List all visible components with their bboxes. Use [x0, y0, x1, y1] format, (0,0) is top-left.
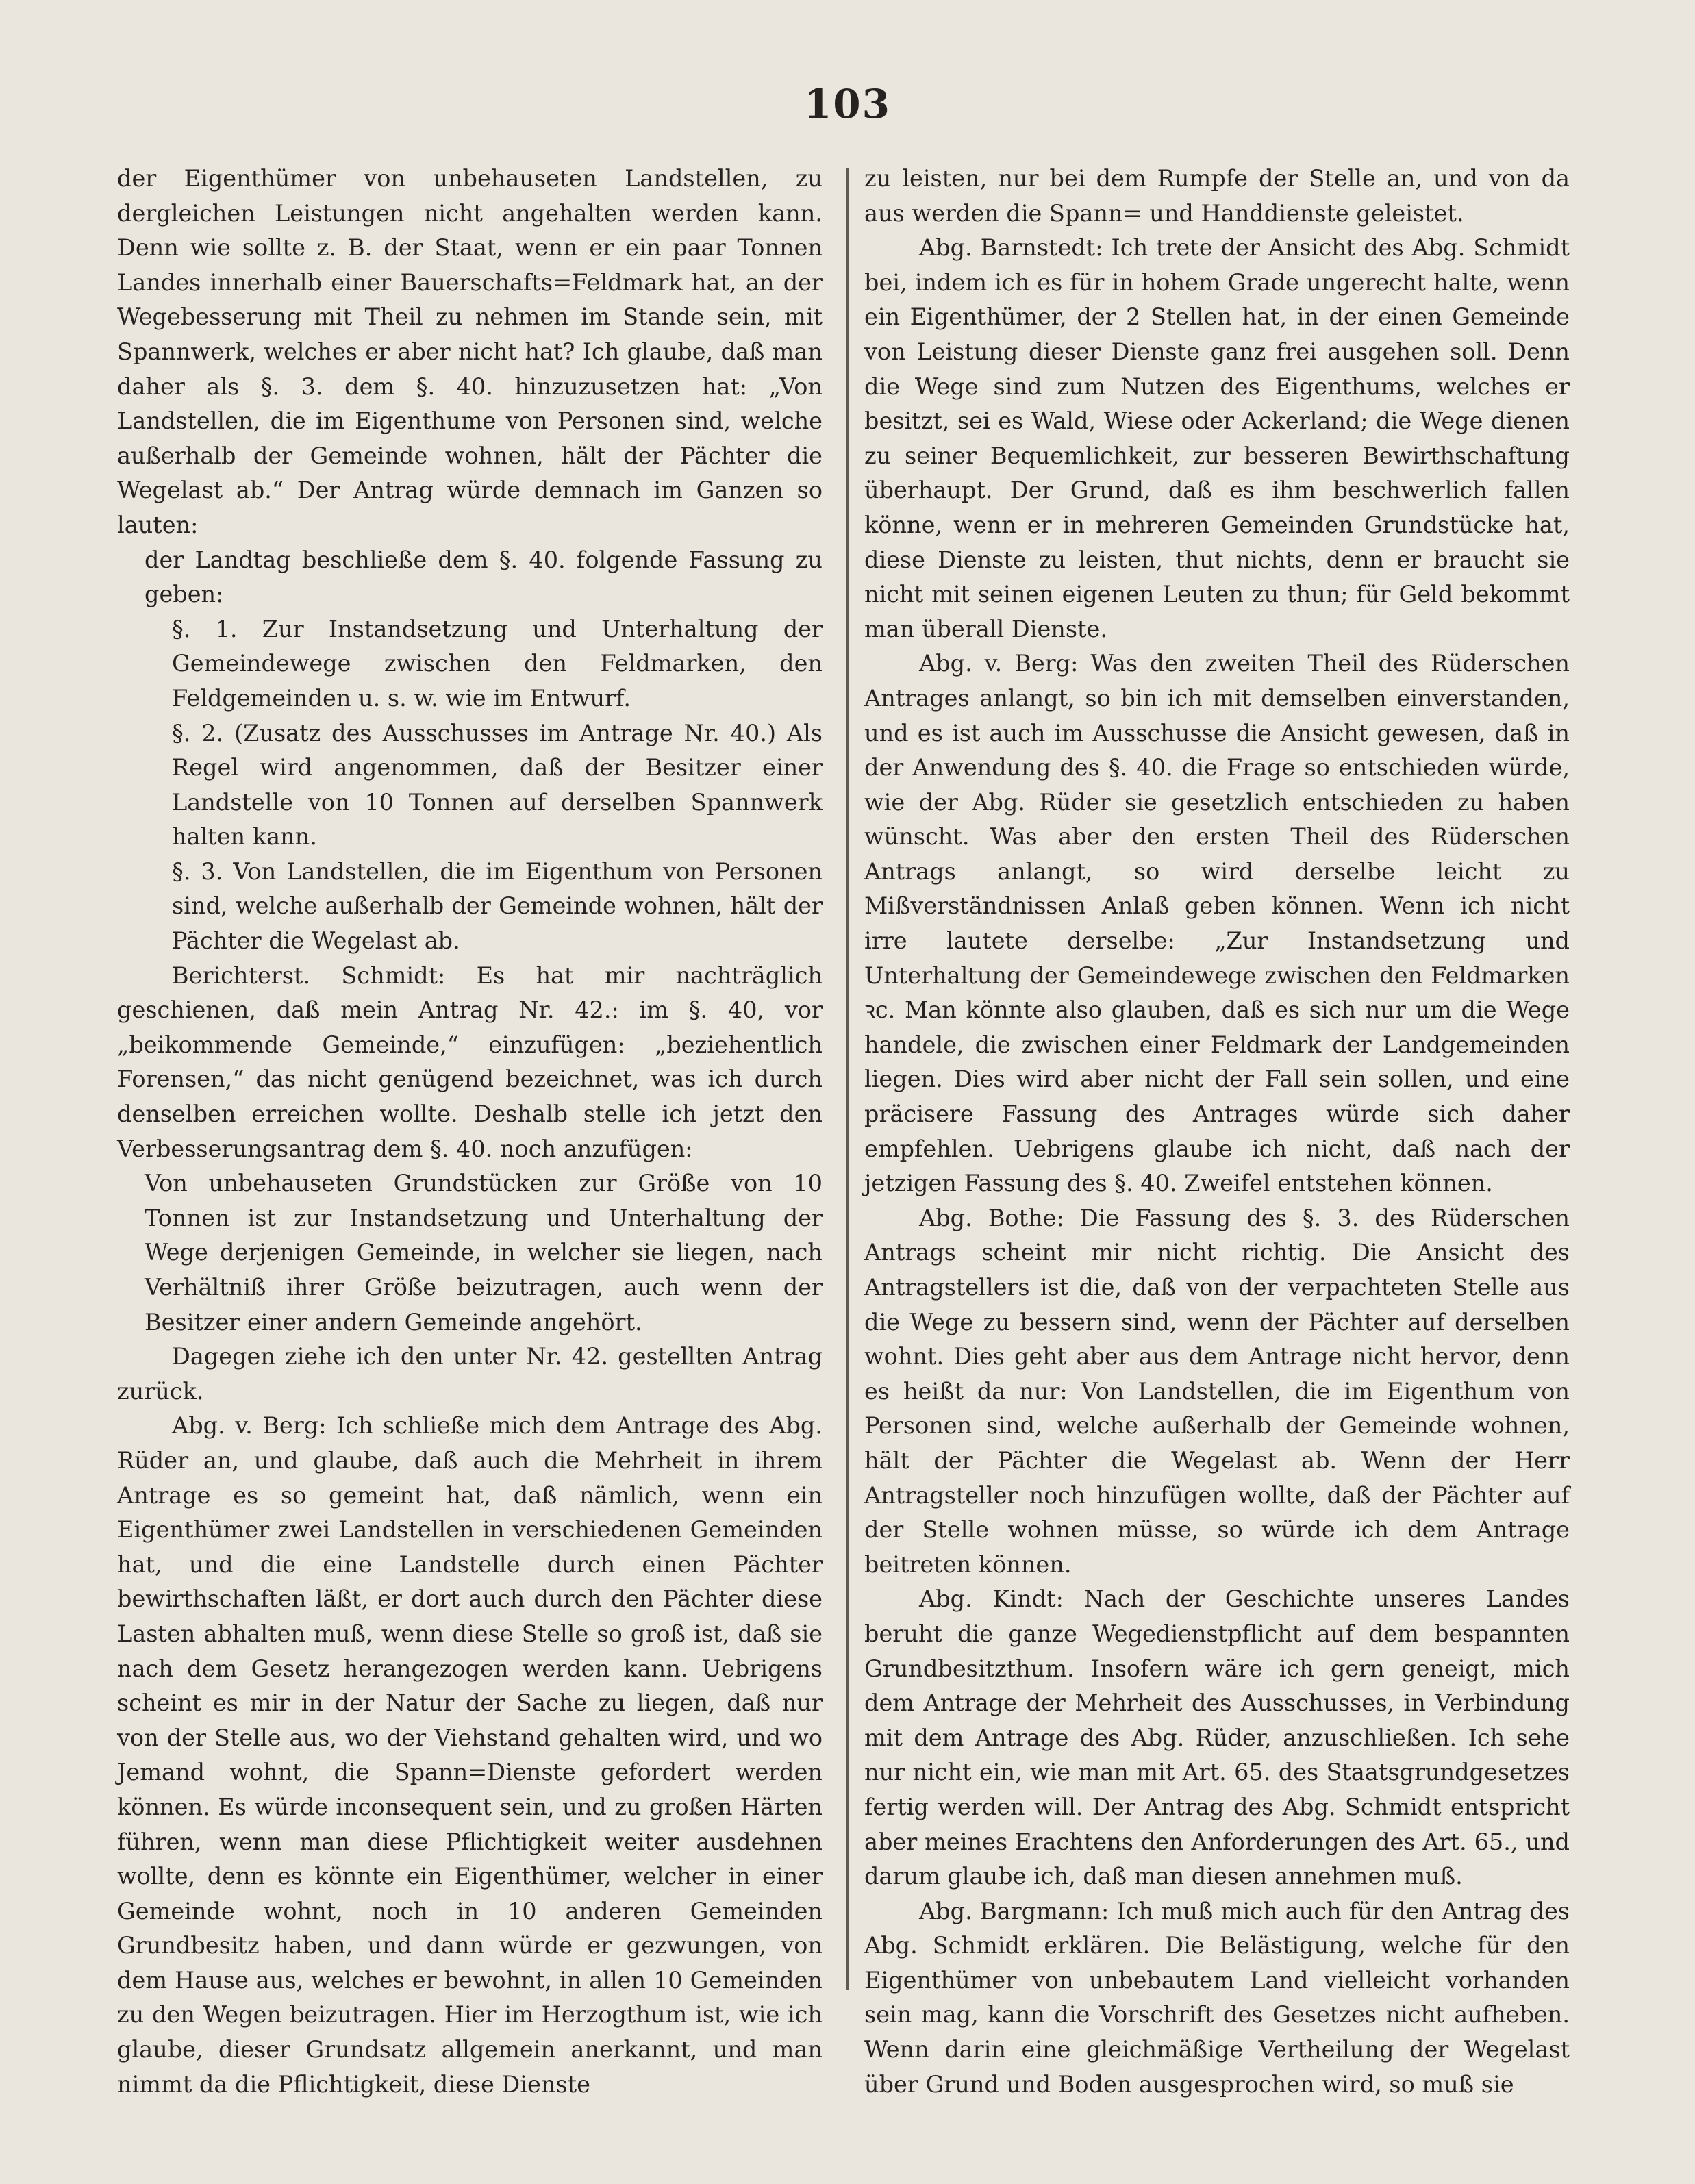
paragraph: Abg. Kindt: Nach der Geschichte unseres Landes beruht die ganze Wegedienstpflicht auf dem bespannten Grundbesitzthum. Insofern wäre ich gern geneigt, mich dem Antrage der Mehrheit des Ausschusses, in Verbindung mit dem Antrage des Abg. Rüder, anzuschließen. Ich sehe nur nicht ein, wie man mit Art. 65. des Staatsgrundgesetzes fertig werden will. Der Antrag des Abg. Schmidt entspricht aber meines Erachtens den Anforderungen des Art. 65., und darum glaube ich, daß man diesen annehmen muß. — [864, 1585, 1570, 1890]
left-column — [117, 162, 823, 2102]
column-divider — [846, 168, 849, 1990]
paragraph: der Eigenthümer von unbehauseten Landstellen, zu dergleichen Leistungen nicht angehalten werden kann. Denn wie sollte z. B. der Staat, wenn er ein paar Tonnen Landes innerhalb einer Bauerschafts=Feldmark hat, an der Wegebesserung mit Theil zu nehmen im Stande sein, mit Spannwerk, welches er aber nicht hat? Ich glaube, daß man daher als §. 3. dem §. 40. hinzuzusetzen hat: „Von Landstellen, die im Eigenthume von Personen sind, welche außerhalb der Gemeinde wohnen, hält der Pächter die Wegelast ab.“ Der Antrag würde demnach im Ganzen so lauten: — [117, 165, 823, 538]
paragraph: §. 1. Zur Instandsetzung und Unterhaltung der Gemeindewege zwischen den Feldmarken, den Feldgemeinden u. s. w. wie im Entwurf. — [172, 615, 823, 712]
paragraph: Dagegen ziehe ich den unter Nr. 42. gestellten Antrag zurück. — [117, 1343, 823, 1405]
paragraph: Abg. Barnstedt: Ich trete der Ansicht des Abg. Schmidt bei, indem ich es für in hohem Grade ungerecht halte, wenn ein Eigenthümer, der 2 Stellen hat, in der einen Gemeinde von Leistung dieser Dienste ganz frei ausgehen soll. Denn die Wege sind zum Nutzen des Eigenthums, welches er besitzt, sei es Wald, Wiese oder Ackerland; die Wege dienen zu seiner Bequemlichkeit, zur besseren Bewirthschaftung überhaupt. Der Grund, daß es ihm beschwerlich fallen könne, wenn er in mehreren Gemeinden Grundstücke hat, diese Dienste zu leisten, thut nichts, denn er braucht sie nicht mit seinen eigenen Leuten zu thun; für Geld bekommt man überall Dienste. — [864, 234, 1570, 642]
paragraph: Von unbehauseten Grundstücken zur Größe von 10 Tonnen ist zur Instandsetzung und Unterhaltung der Wege derjenigen Gemeinde, in welcher sie liegen, nach Verhältniß ihrer Größe beizutragen, auch wenn der Besitzer einer andern Gemeinde angehört. — [145, 1170, 823, 1335]
paragraph: Abg. v. Berg: Ich schließe mich dem Antrage des Abg. Rüder an, und glaube, daß auch die Mehrheit in ihrem Antrage es so gemeint hat, daß nämlich, wenn ein Eigenthümer zwei Landstellen in verschiedenen Gemeinden hat, und die eine Landstelle durch einen Pächter bewirthschaften läßt, er dort auch durch den Pächter diese Lasten abhalten muß, wenn diese Stelle so groß ist, daß sie nach dem Gesetz herangezogen werden kann. Uebrigens scheint es mir in der Natur der Sache zu liegen, daß nur von der Stelle aus, wo der Viehstand gehalten wird, und wo Jemand wohnt, die Spann=Dienste gefordert werden können. Es würde inconsequent sein, und zu großen Härten führen, wenn man diese Pflichtigkeit weiter ausdehnen wollte, denn es könnte ein Eigenthümer, welcher in einer Gemeinde wohnt, noch in 10 anderen Gemeinden Grundbesitz haben, und dann würde er gezwungen, von dem Hause aus, welches er bewohnt, in allen 10 Gemeinden zu den Wegen beizutragen. Hier im Herzogthum ist, wie ich glaube, dieser Grundsatz allgemein anerkannt, und man nimmt da die Pflichtigkeit, diese Dienste — [117, 1412, 823, 2098]
paragraph: §. 2. (Zusatz des Ausschusses im Antrage Nr. 40.) Als Regel wird angenommen, daß der Besitzer einer Landstelle von 10 Tonnen auf derselben Spannwerk halten kann. — [172, 719, 823, 851]
page-number: 103 — [803, 81, 892, 127]
right-column — [864, 162, 1570, 2102]
paragraph: Abg. Bothe: Die Fassung des §. 3. des Rüderschen Antrags scheint mir nicht richtig. Die Ansicht des Antragstellers ist die, daß von der verpachteten Stelle aus die Wege zu bessern sind, wenn der Pächter auf derselben wohnt. Dies geht aber aus dem Antrage nicht hervor, denn es heißt da nur: Von Landstellen, die im Eigenthum von Personen sind, welche außerhalb der Gemeinde wohnen, hält der Pächter die Wegelast ab. Wenn der Herr Antragsteller noch hinzufügen wollte, daß der Pächter auf der Stelle wohnen müsse, so würde ich dem Antrage beitreten können. — [864, 1204, 1570, 1578]
paragraph: §. 3. Von Landstellen, die im Eigenthum von Personen sind, welche außerhalb der Gemeinde wohnen, hält der Pächter die Wegelast ab. — [172, 857, 823, 955]
paragraph: der Landtag beschließe dem §. 40. folgende Fassung zu geben: — [145, 546, 823, 608]
paragraph: zu leisten, nur bei dem Rumpfe der Stelle an, und von da aus werden die Spann= und Handdienste geleistet. — [864, 165, 1570, 227]
paragraph: Berichterst. Schmidt: Es hat mir nachträglich geschienen, daß mein Antrag Nr. 42.: im §. 40, vor „beikommende Gemeinde,“ einzufügen: „beziehentlich Forensen,“ das nicht genügend bezeichnet, was ich durch denselben erreichen wollte. Deshalb stelle ich jetzt den Verbesserungsantrag dem §. 40. noch anzufügen: — [117, 962, 823, 1162]
paragraph: Abg. v. Berg: Was den zweiten Theil des Rüderschen Antrages anlangt, so bin ich mit demselben einverstanden, und es ist auch im Ausschusse die Ansicht gewesen, daß in der Anwendung des §. 40. die Frage so entschieden würde, wie der Abg. Rüder sie gesetzlich entschieden zu haben wünscht. Was aber den ersten Theil des Rüderschen Antrags anlangt, so wird derselbe leicht zu Mißverständnissen Anlaß geben können. Wenn ich nicht irre lautete derselbe: „Zur Instandsetzung und Unterhaltung der Gemeindewege zwischen den Feldmarken ꝛc. Man könnte also glauben, daß es sich nur um die Wege handele, die zwischen einer Feldmark der Landgemeinden liegen. Dies wird aber nicht der Fall sein sollen, und eine präcisere Fassung des Antrages würde sich daher empfehlen. Uebrigens glaube ich nicht, daß nach der jetzigen Fassung des §. 40. Zweifel entstehen können. — [864, 650, 1570, 1197]
paragraph: Abg. Bargmann: Ich muß mich auch für den Antrag des Abg. Schmidt erklären. Die Belästigung, welche für den Eigenthümer von unbebautem Land vielleicht vorhanden sein mag, kann die Vorschrift des Gesetzes nicht aufheben. Wenn darin eine gleichmäßige Vertheilung der Wegelast über Grund und Boden ausgesprochen wird, so muß sie — [864, 1897, 1570, 2098]
